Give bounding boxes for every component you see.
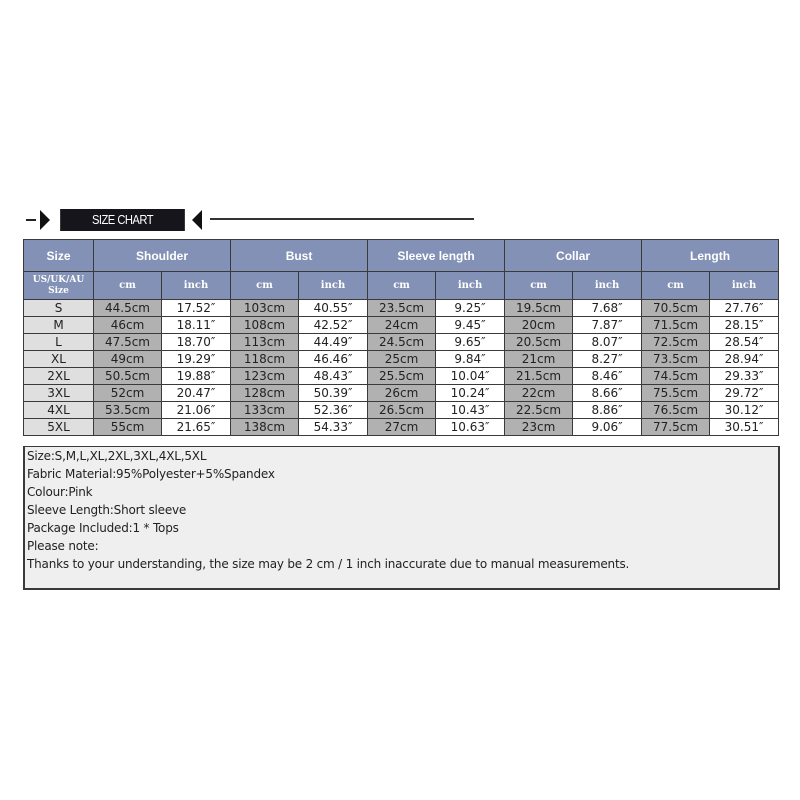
bust-inch-cell: 50.39″ xyxy=(299,385,368,402)
length-inch-cell: 30.12″ xyxy=(710,402,779,419)
size-cell: XL xyxy=(24,351,94,368)
shoulder-inch-cell: 17.52″ xyxy=(162,300,231,317)
note-sleeve-length: Sleeve Length:Short sleeve xyxy=(27,503,187,517)
length-inch-cell: 30.51″ xyxy=(710,419,779,436)
banner-arrow-left-icon xyxy=(40,210,50,230)
shoulder-cm-cell: 44.5cm xyxy=(94,300,162,317)
collar-inch-cell: 8.66″ xyxy=(573,385,642,402)
table-row xyxy=(24,368,779,385)
length-inch-cell: 28.94″ xyxy=(710,351,779,368)
sleeve-cm-cell: 25cm xyxy=(368,351,436,368)
sleeve-inch-cell: 10.63″ xyxy=(436,419,505,436)
note-measurement-disclaimer: Thanks to your understanding, the size may be 2 cm / 1 inch inaccurate due to manual measurements. xyxy=(27,557,630,571)
shoulder-inch-cell: 18.11″ xyxy=(162,317,231,334)
shoulder-inch-cell: 19.88″ xyxy=(162,368,231,385)
shoulder-inch-cell: 19.29″ xyxy=(162,351,231,368)
shoulder-inch-cell: 18.70″ xyxy=(162,334,231,351)
table-row xyxy=(24,334,779,351)
collar-cm-cell: 22.5cm xyxy=(505,402,573,419)
collar-cm-cell: 23cm xyxy=(505,419,573,436)
unit-cm: cm xyxy=(231,272,299,300)
table-row xyxy=(24,300,779,317)
length-cm-cell: 75.5cm xyxy=(642,385,710,402)
banner-dash-left xyxy=(26,219,36,221)
size-chart-title: SIZE CHART xyxy=(60,209,185,231)
size-cell: L xyxy=(24,334,94,351)
unit-cm: cm xyxy=(505,272,573,300)
sleeve-cm-cell: 23.5cm xyxy=(368,300,436,317)
shoulder-cm-cell: 50.5cm xyxy=(94,368,162,385)
size-chart-banner-row xyxy=(0,205,800,235)
bust-inch-cell: 48.43″ xyxy=(299,368,368,385)
bust-cm-cell: 113cm xyxy=(231,334,299,351)
size-cell: S xyxy=(24,300,94,317)
bust-cm-cell: 123cm xyxy=(231,368,299,385)
table-header-row xyxy=(24,240,779,272)
unit-cm: cm xyxy=(642,272,710,300)
header-collar: Collar xyxy=(505,240,642,272)
table-row xyxy=(24,351,779,368)
header-sleeve-length: Sleeve length xyxy=(368,240,505,272)
sleeve-inch-cell: 10.43″ xyxy=(436,402,505,419)
header-bust: Bust xyxy=(231,240,368,272)
bust-cm-cell: 138cm xyxy=(231,419,299,436)
banner-divider-line xyxy=(210,218,474,220)
sleeve-cm-cell: 26.5cm xyxy=(368,402,436,419)
sleeve-cm-cell: 24cm xyxy=(368,317,436,334)
sleeve-inch-cell: 9.65″ xyxy=(436,334,505,351)
note-colour: Colour:Pink xyxy=(27,485,93,499)
bust-inch-cell: 54.33″ xyxy=(299,419,368,436)
unit-inch: inch xyxy=(710,272,779,300)
collar-inch-cell: 8.27″ xyxy=(573,351,642,368)
length-inch-cell: 29.33″ xyxy=(710,368,779,385)
size-region-line2: Size xyxy=(48,285,69,296)
header-size: Size xyxy=(24,240,94,272)
length-cm-cell: 73.5cm xyxy=(642,351,710,368)
collar-cm-cell: 21.5cm xyxy=(505,368,573,385)
sleeve-cm-cell: 26cm xyxy=(368,385,436,402)
bust-cm-cell: 133cm xyxy=(231,402,299,419)
length-cm-cell: 71.5cm xyxy=(642,317,710,334)
size-chart-table xyxy=(23,239,779,436)
shoulder-cm-cell: 55cm xyxy=(94,419,162,436)
bust-inch-cell: 40.55″ xyxy=(299,300,368,317)
bust-inch-cell: 44.49″ xyxy=(299,334,368,351)
sleeve-cm-cell: 24.5cm xyxy=(368,334,436,351)
sleeve-inch-cell: 10.04″ xyxy=(436,368,505,385)
shoulder-cm-cell: 52cm xyxy=(94,385,162,402)
note-fabric: Fabric Material:95%Polyester+5%Spandex xyxy=(27,467,275,481)
shoulder-cm-cell: 47.5cm xyxy=(94,334,162,351)
header-length: Length xyxy=(642,240,779,272)
length-inch-cell: 28.54″ xyxy=(710,334,779,351)
unit-inch: inch xyxy=(573,272,642,300)
collar-inch-cell: 7.68″ xyxy=(573,300,642,317)
note-sizes: Size:S,M,L,XL,2XL,3XL,4XL,5XL xyxy=(27,449,207,463)
unit-inch: inch xyxy=(299,272,368,300)
shoulder-inch-cell: 20.47″ xyxy=(162,385,231,402)
shoulder-inch-cell: 21.65″ xyxy=(162,419,231,436)
length-inch-cell: 27.76″ xyxy=(710,300,779,317)
size-cell: 5XL xyxy=(24,419,94,436)
size-cell: 3XL xyxy=(24,385,94,402)
collar-inch-cell: 8.46″ xyxy=(573,368,642,385)
shoulder-cm-cell: 49cm xyxy=(94,351,162,368)
sleeve-cm-cell: 25.5cm xyxy=(368,368,436,385)
sleeve-cm-cell: 27cm xyxy=(368,419,436,436)
collar-cm-cell: 22cm xyxy=(505,385,573,402)
collar-cm-cell: 19.5cm xyxy=(505,300,573,317)
table-row xyxy=(24,402,779,419)
unit-inch: inch xyxy=(436,272,505,300)
banner-arrow-right-icon xyxy=(192,210,202,230)
size-cell: 4XL xyxy=(24,402,94,419)
collar-inch-cell: 8.86″ xyxy=(573,402,642,419)
table-row xyxy=(24,317,779,334)
table-unit-row xyxy=(24,272,779,300)
length-inch-cell: 29.72″ xyxy=(710,385,779,402)
note-please-note: Please note: xyxy=(27,539,99,553)
size-region-label xyxy=(24,272,94,300)
length-cm-cell: 76.5cm xyxy=(642,402,710,419)
length-cm-cell: 72.5cm xyxy=(642,334,710,351)
sleeve-inch-cell: 9.84″ xyxy=(436,351,505,368)
size-region-line1: US/UK/AU xyxy=(32,274,85,285)
size-cell: 2XL xyxy=(24,368,94,385)
bust-cm-cell: 118cm xyxy=(231,351,299,368)
collar-inch-cell: 8.07″ xyxy=(573,334,642,351)
bust-inch-cell: 42.52″ xyxy=(299,317,368,334)
bust-inch-cell: 46.46″ xyxy=(299,351,368,368)
unit-inch: inch xyxy=(162,272,231,300)
shoulder-cm-cell: 53.5cm xyxy=(94,402,162,419)
bust-cm-cell: 128cm xyxy=(231,385,299,402)
length-inch-cell: 28.15″ xyxy=(710,317,779,334)
product-notes-box xyxy=(23,446,780,590)
unit-cm: cm xyxy=(368,272,436,300)
note-package: Package Included:1 * Tops xyxy=(27,521,179,535)
bust-cm-cell: 108cm xyxy=(231,317,299,334)
collar-cm-cell: 20.5cm xyxy=(505,334,573,351)
sleeve-inch-cell: 9.25″ xyxy=(436,300,505,317)
shoulder-inch-cell: 21.06″ xyxy=(162,402,231,419)
length-cm-cell: 77.5cm xyxy=(642,419,710,436)
bust-inch-cell: 52.36″ xyxy=(299,402,368,419)
table-row xyxy=(24,419,779,436)
sleeve-inch-cell: 9.45″ xyxy=(436,317,505,334)
shoulder-cm-cell: 46cm xyxy=(94,317,162,334)
header-shoulder: Shoulder xyxy=(94,240,231,272)
size-cell: M xyxy=(24,317,94,334)
sleeve-inch-cell: 10.24″ xyxy=(436,385,505,402)
bust-cm-cell: 103cm xyxy=(231,300,299,317)
collar-cm-cell: 20cm xyxy=(505,317,573,334)
table-row xyxy=(24,385,779,402)
length-cm-cell: 74.5cm xyxy=(642,368,710,385)
collar-inch-cell: 9.06″ xyxy=(573,419,642,436)
collar-inch-cell: 7.87″ xyxy=(573,317,642,334)
length-cm-cell: 70.5cm xyxy=(642,300,710,317)
collar-cm-cell: 21cm xyxy=(505,351,573,368)
unit-cm: cm xyxy=(94,272,162,300)
